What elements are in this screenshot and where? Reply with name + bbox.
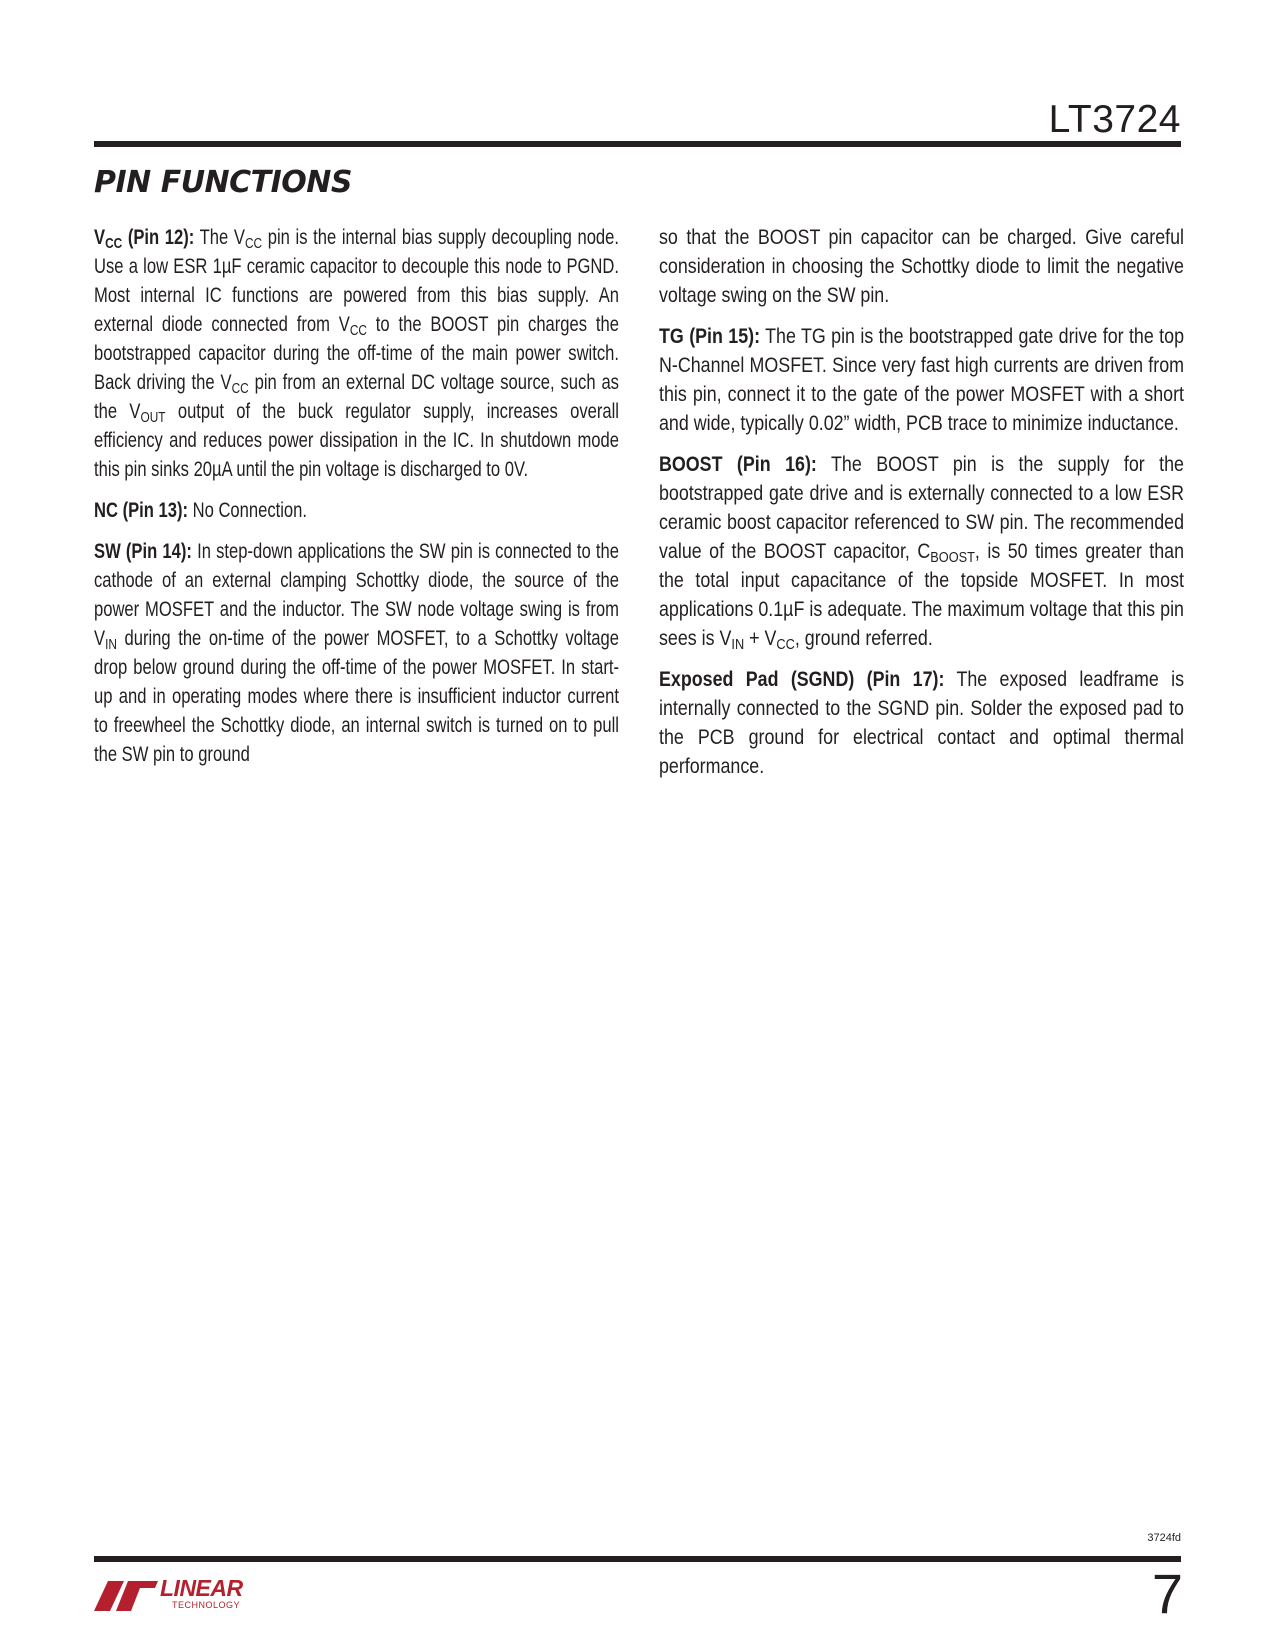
left-column: [94, 223, 619, 781]
sw-pin-label: SW (Pin 14):: [94, 540, 192, 563]
vcc-pin-label: $V_{CC}$ (Pin 12):: [94, 226, 195, 252]
logo-mark-icon: [94, 1575, 158, 1615]
tg-pin-description: TG (Pin 15): The TG pin is the bootstrapped gate drive for the top N-Channel MOSFET. Since very fast high currents are driven from this pin, connect it to the gate of the power MOSFET with a short and wide, typically 0.02” width, PCB trace to minimize inductance.: [659, 325, 1185, 435]
nc-pin-description: NC (Pin 13): No Connection.: [94, 499, 307, 522]
exposed-pad-label: Exposed Pad (SGND) (Pin 17):: [659, 668, 945, 691]
sw-pin-description-continued: so that the BOOST pin capacitor can be charged. Give careful consideration in choosing the Schottky diode to limit the negative voltage swing on the SW pin.: [659, 226, 1184, 307]
tg-pin-label: TG (Pin 15):: [659, 325, 761, 348]
linear-technology-logo: [94, 1575, 264, 1615]
boost-pin-label: BOOST (Pin 16):: [659, 453, 817, 476]
document-code: 3724fd: [1147, 1532, 1181, 1544]
sw-pin-description: SW (Pin 14): In step-down applications the SW pin is connected to the cathode of an external clamping Schottky diode, the source of the power MOSFET and the inductor. The SW node voltage swing is from $V_{IN}$ during the on-time of the power MOSFET, to a Schottky voltage drop below ground during the off-time of the power MOSFET. In start-up and in operating modes where there is insufficient inductor current to freewheel the Schottky diode, an internal switch is turned on to pull the SW pin to ground: [94, 540, 619, 766]
logo-subtext: TECHNOLOGY: [172, 1600, 241, 1610]
nc-pin-label: NC (Pin 13):: [94, 499, 189, 522]
bottom-rule: [94, 1556, 1181, 1562]
vcc-pin-description: $V_{CC}$ (Pin 12): The $V_{CC}$ pin is the internal bias supply decoupling node. Use a low ESR 1µF ceramic capacitor to decouple this node to PGND. Most internal IC functions are powered from this bias supply. An external diode connected from $V_{CC}$ to the BOOST pin charges the bootstrapped capacitor during the off-time of the main power switch. Back driving the $V_{CC}$ pin from an external DC voltage source, such as the $V_{OUT}$ output of the buck regulator supply, increases overall efficiency and reduces power dissipation in the IC. In shutdown mode this pin sinks 20µA until the pin voltage is discharged to 0V.: [94, 226, 619, 481]
right-column: [659, 223, 1184, 793]
boost-pin-description: BOOST (Pin 16): The BOOST pin is the supply for the bootstrapped gate drive and is externally connected to a low ESR ceramic boost capacitor referenced to SW pin. The recommended value of the BOOST capacitor, $C_{BOOST}$, is 50 times greater than the total input capacitance of the topside MOSFET. In most applications 0.1µF is adequate. The maximum voltage that this pin sees is $V_{IN} + V_{CC}$, ground referred.: [659, 453, 1184, 653]
logo-wordmark: LINEAR: [160, 1575, 243, 1601]
page-number: 7: [1151, 1562, 1183, 1625]
section-title: PIN FUNCTIONS: [94, 165, 353, 200]
part-number: LT3724: [1048, 98, 1181, 141]
top-rule: [94, 141, 1181, 147]
exposed-pad-description: Exposed Pad (SGND) (Pin 17): The exposed leadframe is internally connected to the SGND pin. Solder the exposed pad to the PCB ground for electrical contact and optimal thermal performance.: [659, 668, 1184, 778]
